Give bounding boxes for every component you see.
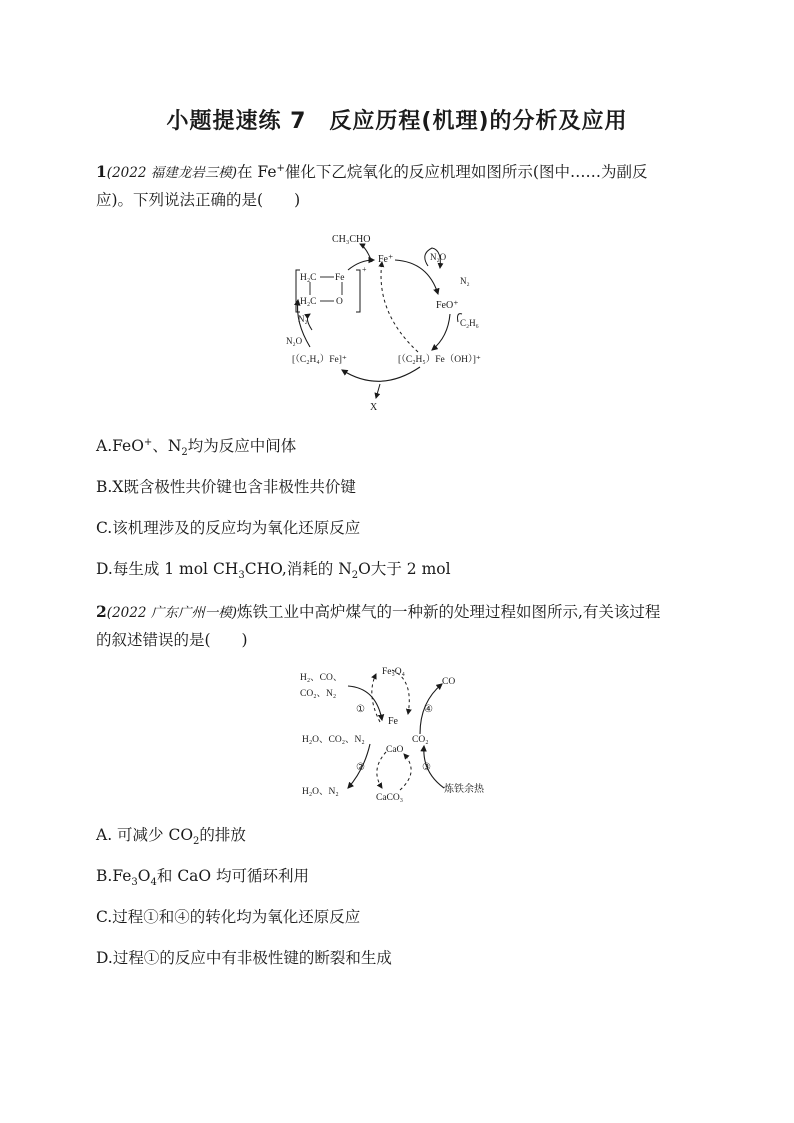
n2o-left-label: N₂O [286,336,303,346]
x-out-arrow [376,384,380,398]
option-text: 过程①和④的转化均为氧化还原反应 [112,908,361,926]
q1-option-c[interactable] [96,517,696,539]
out-left-label: H₂O、N₂ [302,787,339,797]
question-number: 2 [96,602,107,621]
question-source: (2022 福建龙岩三模) [106,165,237,181]
stem-text: 炼铁工业中高炉煤气的一种新的处理过程如图所示,有关该过程 [236,603,661,621]
option-sub: 4 [150,877,157,889]
complex-h2c-top: H₂C [300,273,317,283]
cycle-arrow-top [395,260,438,294]
option-text: 可减少 CO [112,826,194,844]
step1-label: ① [356,704,365,715]
option-letter: C. [96,519,113,537]
option-text: FeO [112,437,144,455]
heat-label: 炼铁余热 [444,784,484,795]
fe3o4-label: Fe₃O₄ [382,667,405,677]
x-label: X [370,402,378,413]
gas-in-line1: H₂、CO、 [300,673,343,683]
q1-option-d[interactable] [96,558,696,580]
q2-option-d[interactable] [96,947,696,969]
process-cycle-diagram [296,660,506,810]
option-text: CHO,消耗的 N [244,560,352,578]
step3-label: ③ [422,762,431,773]
cycle-arrow-right [432,314,450,350]
n2-out-left-arrow [307,314,312,330]
q1-option-a[interactable] [96,435,696,457]
option-letter: C. [96,908,113,926]
page-title: 小题提速练 7 反应历程(机理)的分析及应用 [166,109,628,134]
co-out-label: CO [442,677,456,687]
gas-in-line2: CO₂、N₂ [300,689,337,699]
option-text: 过程①的反应中有非极性键的断裂和生成 [112,949,392,967]
side-reaction-dashed-arrow [381,262,418,352]
fe-c2h5-oh-label: [（C₂H₅）Fe（OH）]⁺ [398,355,481,365]
mid-left-label: H₂O、CO₂、N₂ [302,735,365,745]
option-text: 和 CaO 均可循环利用 [156,867,310,885]
option-text: 、N [152,437,182,455]
cao-to-caco3-dashed [377,752,386,788]
question-source: (2022 广东广州一模) [106,605,237,621]
ch3cho-label: CH₃CHO [332,234,371,245]
c2h6-label: C₂H₆ [460,318,479,328]
option-text: 该机理涉及的反应均为氧化还原反应 [112,519,361,537]
option-text: X既含极性共价键也含非极性共价键 [112,478,356,496]
complex-o: O [336,297,343,307]
option-text: 均为反应中间体 [187,437,297,455]
stem-text: 在 Fe [236,163,277,181]
cycle-arrow-upper-left [348,260,374,270]
ch3cho-out-arrow [360,244,372,262]
fe-plus-label: Fe⁺ [378,254,394,265]
step2-label: ② [356,762,365,773]
option-sub: 2 [351,570,359,582]
option-letter: D. [96,560,113,578]
question-2-stem [96,598,696,654]
option-letter: D. [96,949,113,967]
cycle-arrow-bottom [342,367,420,381]
cao-label: CaO [386,745,404,755]
complex-charge: + [362,265,367,274]
q1-option-b[interactable] [96,476,696,498]
complex-fe: Fe [335,273,345,283]
n2o-top-label: N₂O [430,252,447,262]
fe-label: Fe [388,716,398,727]
option-sub: 3 [238,570,245,582]
option-letter: B. [96,478,113,496]
reaction-mechanism-diagram [280,222,520,417]
fe-c2h4-label: [（C₂H₄）Fe]⁺ [292,355,347,365]
stem-text: 应)。下列说法正确的是( ) [96,191,301,209]
feo-plus-label: FeO⁺ [436,300,459,311]
step4-label: ④ [424,704,433,715]
question-number: 1 [96,162,107,181]
n2-top-label: N₂ [460,276,470,286]
option-text: Fe [112,867,132,885]
complex-bracket-right [356,270,360,312]
option-sub: 2 [193,836,200,848]
q2-option-c[interactable] [96,906,696,928]
n2-left-label: N₂ [298,314,308,324]
option-letter: A. [96,826,113,844]
option-sub: 2 [181,447,188,459]
option-text: 的排放 [199,826,246,844]
caco3-label: CaCO₃ [376,793,404,803]
option-letter: A. [96,437,113,455]
caco3-to-cao-dashed [400,754,411,790]
option-letter: B. [96,867,113,885]
co2-label: CO₂ [412,735,429,745]
q2-option-a[interactable] [96,824,696,846]
q2-option-b[interactable] [96,865,696,887]
option-sup: + [143,436,153,448]
stem-sup: + [276,162,285,174]
stem-text: 催化下乙烷氧化的反应机理如图所示(图中……为副反 [284,163,648,181]
stem-text: 的叙述错误的是( ) [96,631,248,649]
complex-h2c-bottom: H₂C [300,297,317,307]
option-text: O [137,867,151,885]
option-text: O大于 2 mol [358,560,451,578]
option-sub: 3 [131,877,138,889]
option-text: 每生成 1 mol CH [112,560,239,578]
question-1-stem [96,158,696,214]
